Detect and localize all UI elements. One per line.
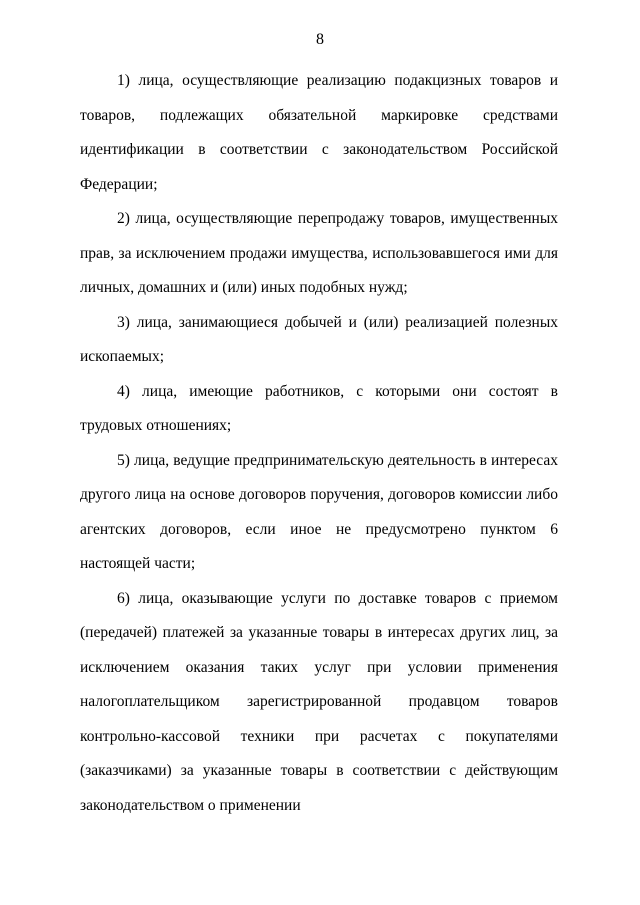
page-number: 8	[316, 31, 324, 48]
list-item-1: 1) лица, осуществляющие реализацию подакцизных товаров и товаров, подлежащих обязательной маркировке средствами идентификации в соответствии с законодательством Российской Федерации;	[80, 72, 558, 193]
document-body	[80, 64, 558, 823]
list-item-3: 3) лица, занимающиеся добычей и (или) реализацией полезных ископаемых;	[80, 313, 558, 365]
list-item-2: 2) лица, осуществляющие перепродажу товаров, имущественных прав, за исключением продажи имущества, использовавшегося ими для личных, домашних и (или) иных подобных нужд;	[80, 210, 558, 296]
list-item-6: 6) лица, оказывающие услуги по доставке товаров с приемом (передачей) платежей за указанные товары в интересах других лиц, за исключением оказания таких услуг при условии применения налогоплательщиком зарегистрированной продавцом товаров контрольно-кассовой техники при расчетах с покупателями (заказчиками) за указанные товары в соответствии с действующим законодательством о применении	[80, 589, 558, 814]
list-item-4: 4) лица, имеющие работников, с которыми они состоят в трудовых отношениях;	[80, 382, 558, 434]
list-item-5: 5) лица, ведущие предпринимательскую деятельность в интересах другого лица на основе договоров поручения, договоров комиссии либо агентских договоров, если иное не предусмотрено пунктом 6 настоящей части;	[80, 451, 558, 572]
